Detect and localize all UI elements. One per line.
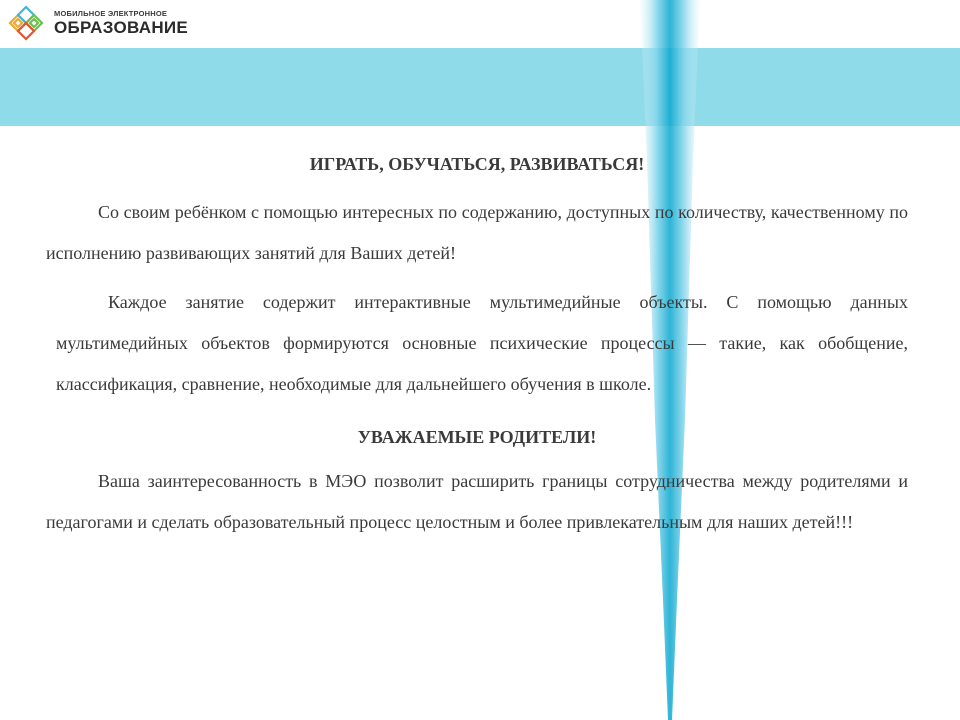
logo-subtitle: МОБИЛЬНОЕ ЭЛЕКТРОННОЕ	[54, 8, 168, 18]
paragraph-activities: Каждое занятие содержит интерактивные мультимедийные объекты. С помощью данных мультимедийных объектов формируются основные психические процессы — такие, как обобщение, классификация, сравнение, необходимые для дальнейшего обучения в школе.	[56, 292, 908, 394]
heading-dear-parents: УВАЖАЕМЫЕ РОДИТЕЛИ!	[357, 427, 597, 447]
header-band	[0, 48, 960, 126]
logo-mark-icon	[6, 3, 46, 43]
logo-title: ОБРАЗОВАНИЕ	[54, 18, 189, 38]
logo	[6, 2, 188, 44]
main-content	[46, 152, 908, 543]
heading-play-learn: ИГРАТЬ, ОБУЧАТЬСЯ, РАЗВИВАТЬСЯ!	[309, 154, 645, 174]
paragraph-intro: Со своим ребёнком с помощью интересных по содержанию, доступных по количеству, качественному по исполнению развивающих занятий для Ваших детей!	[46, 202, 908, 263]
paragraph-cooperation: Ваша заинтересованность в МЭО позволит расширить границы сотрудничества между родителями и педагогами и сделать образовательный процесс целостным и более привлекательным для наших детей!!!	[46, 471, 908, 532]
